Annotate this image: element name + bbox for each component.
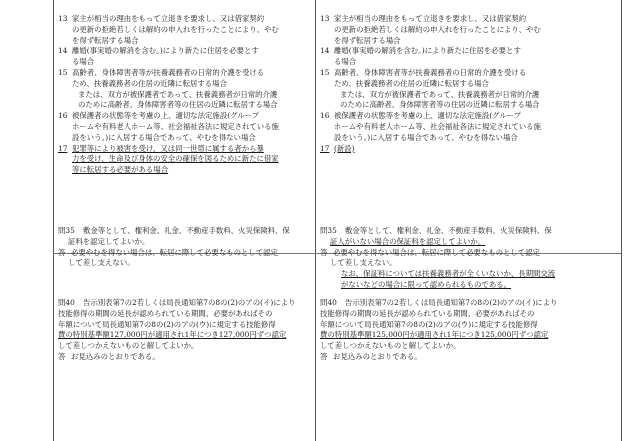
item-number: 14 [58, 46, 68, 56]
answer-text: お見込みのとおりである。 [71, 351, 160, 361]
right-items [320, 14, 616, 154]
left-item-17 [58, 144, 312, 176]
answer-text-cont: して差し支えない。 [68, 258, 135, 268]
answer-text: 必要やむを得ない場合は、転居に際して必要なものとして認定 [71, 247, 278, 257]
question-text-cont: 技能修得の期間の延長が認められている期間、必要があればその 年額について局長通知第7の8の(2)のアの(ウ)に規定する技能修得 費の特別基準額127,000円が適用され1年につき127,000円ずつ認定 して差しつかえないものと解してよいか。 [58, 308, 287, 351]
left-item-14 [58, 46, 312, 68]
left-item-15 [58, 68, 312, 90]
question-label: 問35 [58, 226, 75, 235]
answer-text: 必要やむを得ない場合は、転居に際して必要なものとして認定 [333, 247, 540, 257]
left-item-16 [58, 111, 312, 143]
answer-text-cont: して差し支えない。 [330, 258, 397, 268]
left-items [58, 14, 312, 176]
question-label: 問35 [320, 226, 337, 235]
answer-text: お見込みのとおりである。 [333, 351, 422, 361]
center-divider [315, 0, 316, 441]
item-number: 14 [320, 46, 330, 56]
item-number: 15 [58, 67, 68, 77]
left-border [53, 0, 54, 441]
item-text: 被保護者の状態等を考慮の上、適切な法定施設(グループ ホームや有料老人ホーム等、社会福祉各法に規定されている施 設をいう。)に入居する場合であって、やむを得ない場合 [72, 111, 279, 142]
answer-label: 答 [58, 351, 66, 361]
item-number: 17 [320, 143, 330, 153]
item-text: 離婚(事実婚の解消を含む。)により新たに住居を必要とす る場合 [334, 46, 521, 67]
answer-note: なお、保証料については扶養義務者が全くいないか、長期間交流 がないなどの場合に限って認められるものである。 [341, 269, 556, 289]
left-question-40 [58, 298, 312, 363]
left-item-13 [58, 14, 312, 46]
item-text: 家主が相当の理由をもって立退きを要求し、又は借家契約 の更新の拒絶若しくは解約の申入れを行ったことにより、やむ を得ず転居する場合 [72, 14, 279, 45]
item-number: 15 [320, 67, 330, 77]
question-text-cont: 証人がいない場合の保証料を認定してよいか。 [330, 236, 486, 246]
item-number: 13 [58, 14, 68, 23]
question-label: 問40 [58, 298, 75, 307]
answer-label: 答 [58, 247, 66, 257]
right-question-40 [320, 298, 616, 363]
item-text: 家主が相当の理由をもって立退きを要求し、又は借家契約 の更新の拒絶若しくは解約の申入れを行ったことにより、やむ を得ず転居する場合 [334, 14, 541, 45]
question-text: 敷金等として、権利金、礼金、不動産手数料、火災保険料、保 [83, 226, 290, 235]
question-text: 敷金等として、権利金、礼金、不動産手数料、火災保険料、保 [345, 226, 552, 235]
right-item-17 [320, 144, 616, 155]
question-text-cont: 証料を認定してよいか。 [68, 236, 150, 246]
item-text: 離婚(事実婚の解消を含む。)により新たに住居を必要とす る場合 [72, 46, 259, 67]
item-number: 16 [58, 111, 68, 121]
right-item-15 [320, 68, 616, 90]
item-number: 13 [320, 14, 330, 23]
item-text-underlined: (新設) [334, 143, 355, 153]
right-item-15-continued: または、双方が被保護者であって、扶養義務者が日常的介護 のために高齢者、身体障害者等の住居の近隣に転居する場合 [340, 89, 540, 110]
item-number: 17 [58, 143, 68, 153]
right-item-13 [320, 14, 616, 46]
item-text: 被保護者の状態等を考慮の上、適切な法定施設(グループ ホームや有料老人ホーム等、社会福祉各法に規定されている施 設をいう。)に入居する場合であって、やむを得ない場合 [334, 111, 541, 142]
item-number: 16 [320, 111, 330, 121]
question-text: 告示別表第7の2若しくは局長通知第7の8の(2)のアの(イ)により [345, 298, 558, 307]
right-item-14 [320, 46, 616, 68]
right-border [621, 0, 622, 441]
answer-label: 答 [320, 351, 328, 361]
question-text-cont: 技能修得の期間の延長が認められている期間、必要があればその 年額について局長通知第7の8の(2)のアの(ウ)に規定する技能修得 費の特別基準額125,000円が適用され1年につき125,000円ずつ認定 して差しつかえないものと解してよいか。 [320, 308, 549, 351]
right-question-35 [320, 226, 616, 291]
item-text: 高齢者、身体障害者等が扶養義務者の日常的介護を受ける ため、扶養義務者の住居の近隣に転居する場合 [334, 67, 527, 88]
left-item-15-continued: または、双方が被保護者であって、扶養義務者が日常的介護 のために高齢者、身体障害者等の住居の近隣に転居する場合 [78, 89, 278, 110]
item-text-underlined: 犯罪等により被害を受け、又は同一世帯に属する者から暴 力を受け、生命及び身体の安全の確保を図るために新たに借家 等に転居する必要がある場合 [72, 143, 279, 175]
item-text: 高齢者、身体障害者等が扶養義務者の日常的介護を受ける ため、扶養義務者の住居の近隣に転居する場合 [72, 67, 265, 88]
right-item-16 [320, 111, 616, 143]
answer-label: 答 [320, 247, 328, 257]
question-label: 問40 [320, 298, 337, 307]
question-text: 告示別表第7の2若しくは局長通知第7の8の(2)のアの(イ)により [83, 298, 296, 307]
left-question-35 [58, 226, 312, 269]
